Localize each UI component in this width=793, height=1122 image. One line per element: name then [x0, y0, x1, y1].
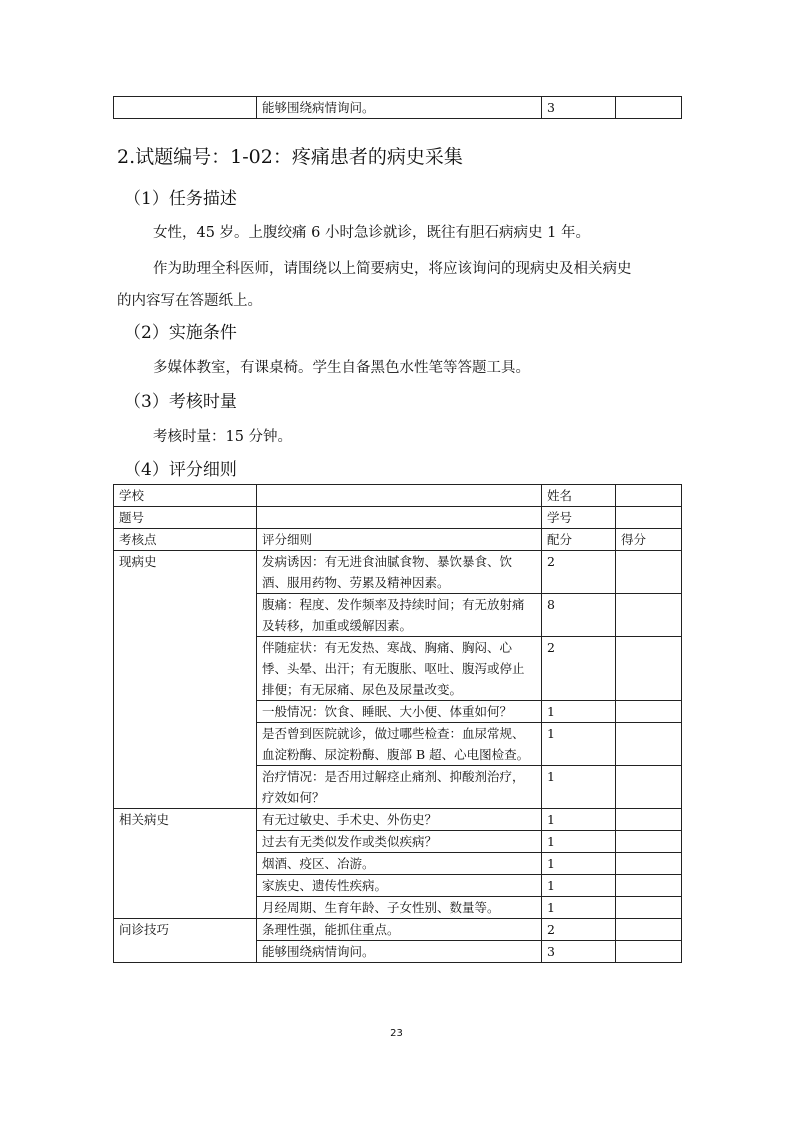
criterion-score: 1: [542, 875, 616, 897]
criterion-text: 过去有无类似发作或类似疾病？: [257, 831, 542, 853]
criterion-got: [616, 809, 682, 831]
criterion-text: 有无过敏史、手术史、外伤史？: [257, 809, 542, 831]
criterion-score: 2: [542, 637, 616, 701]
task-paragraph-2-line-1: 作为助理全科医师，请围绕以上简要病史，将应该询问的现病史及相关病史: [153, 261, 632, 277]
group-name: 相关病史: [114, 809, 257, 919]
criterion-got: [616, 875, 682, 897]
table-row: [114, 485, 682, 507]
criterion-got: [616, 853, 682, 875]
criterion-score: 1: [542, 897, 616, 919]
criterion-got: [616, 723, 682, 766]
criterion-text: 是否曾到医院就诊，做过哪些检查：血尿常规、血淀粉酶、尿淀粉酶、腹部 B 超、心电图检查。: [257, 723, 542, 766]
criterion-score: 1: [542, 723, 616, 766]
group-name: 问诊技巧: [114, 919, 257, 963]
header-score: 配分: [542, 529, 616, 551]
criterion-text: 条理性强，能抓住重点。: [257, 919, 542, 941]
conditions-heading: （2）实施条件: [124, 323, 237, 343]
task-paragraph-1: 女性，45 岁。上腹绞痛 6 小时急诊就诊，既往有胆石病病史 1 年。: [153, 225, 590, 241]
criterion-text: 发病诱因：有无进食油腻食物、暴饮暴食、饮酒、服用药物、劳累及精神因素。: [257, 551, 542, 594]
scoring-heading: （4）评分细则: [124, 460, 237, 480]
cell-score: 3: [542, 97, 616, 119]
criterion-got: [616, 831, 682, 853]
name-label: 姓名: [542, 485, 616, 507]
criterion-got: [616, 766, 682, 809]
criterion-score: 1: [542, 831, 616, 853]
criterion-score: 2: [542, 551, 616, 594]
criterion-got: [616, 941, 682, 963]
criterion-text: 治疗情况：是否用过解痉止痛剂、抑酸剂治疗，疗效如何？: [257, 766, 542, 809]
table-row: [114, 551, 682, 594]
table-row: [114, 507, 682, 529]
cell-got: [616, 97, 682, 119]
scoring-table: [113, 484, 682, 963]
criterion-got: [616, 594, 682, 637]
task-heading: （1）任务描述: [124, 189, 237, 209]
table-row: [114, 919, 682, 941]
task-paragraph-2-line-2: 的内容写在答题纸上。: [117, 293, 262, 309]
cell-detail: 能够围绕病情询问。: [257, 97, 542, 119]
criterion-score: 2: [542, 919, 616, 941]
criterion-text: 烟酒、疫区、冶游。: [257, 853, 542, 875]
continued-table: [113, 96, 682, 119]
school-value: [257, 485, 542, 507]
id-value: [616, 507, 682, 529]
criterion-got: [616, 897, 682, 919]
criterion-text: 能够围绕病情询问。: [257, 941, 542, 963]
section-title: 2.试题编号：1-02：疼痛患者的病史采集: [117, 146, 463, 168]
criterion-got: [616, 551, 682, 594]
criterion-score: 8: [542, 594, 616, 637]
criterion-text: 家族史、遗传性疾病。: [257, 875, 542, 897]
criterion-text: 月经周期、生育年龄、子女性别、数量等。: [257, 897, 542, 919]
criterion-text: 腹痛：程度、发作频率及持续时间；有无放射痛及转移，加重或缓解因素。: [257, 594, 542, 637]
cell-point: [114, 97, 257, 119]
topic-label: 题号: [114, 507, 257, 529]
conditions-text: 多媒体教室，有课桌椅。学生自备黑色水性笔等答题工具。: [153, 360, 530, 376]
topic-value: [257, 507, 542, 529]
criterion-score: 1: [542, 701, 616, 723]
criterion-got: [616, 919, 682, 941]
page-number: 23: [390, 1028, 403, 1039]
header-point: 考核点: [114, 529, 257, 551]
criterion-score: 3: [542, 941, 616, 963]
criterion-got: [616, 701, 682, 723]
criterion-text: 一般情况：饮食、睡眠、大小便、体重如何？: [257, 701, 542, 723]
criterion-score: 1: [542, 853, 616, 875]
table-header-row: [114, 529, 682, 551]
criterion-text: 伴随症状：有无发热、寒战、胸痛、胸闷、心悸、头晕、出汗；有无腹胀、呕吐、腹泻或停止排便；有无尿痛、尿色及尿量改变。: [257, 637, 542, 701]
criterion-score: 1: [542, 766, 616, 809]
time-text: 考核时量：15 分钟。: [153, 429, 293, 445]
criterion-score: 1: [542, 809, 616, 831]
table-row: [114, 97, 682, 119]
name-value: [616, 485, 682, 507]
time-heading: （3）考核时量: [124, 392, 237, 412]
group-name: 现病史: [114, 551, 257, 809]
school-label: 学校: [114, 485, 257, 507]
table-row: [114, 809, 682, 831]
criterion-got: [616, 637, 682, 701]
id-label: 学号: [542, 507, 616, 529]
header-detail: 评分细则: [257, 529, 542, 551]
header-got: 得分: [616, 529, 682, 551]
